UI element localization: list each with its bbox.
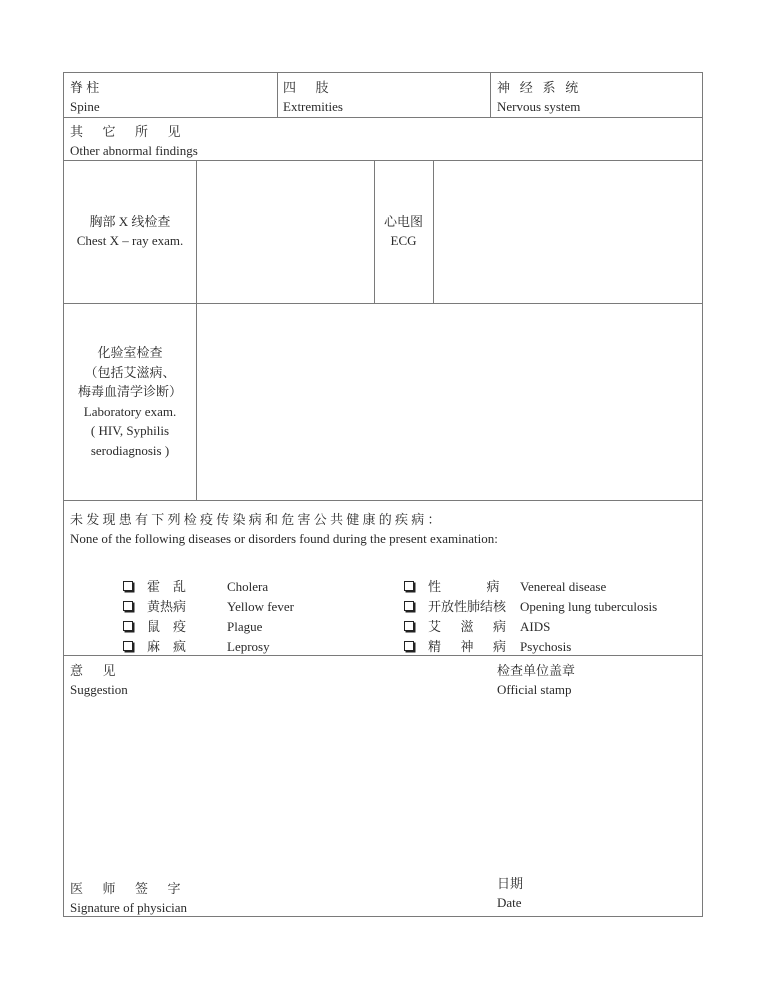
diseases-heading-zh: 未 发 现 患 有 下 列 检 疫 传 染 病 和 危 害 公 共 健 康 的 疾 病 ：	[70, 512, 441, 527]
extremities-field[interactable]	[283, 78, 343, 116]
signature-label-zh: 医 师 签 字	[70, 881, 181, 896]
stamp-label-zh: 检查单位盖章	[497, 663, 576, 678]
medical-exam-form	[63, 72, 703, 917]
suggestion-label-zh: 意 见	[70, 663, 116, 678]
chest-xray-result-field[interactable]	[197, 161, 374, 303]
chest-xray-label-en: Chest X – ray exam.	[76, 233, 184, 248]
stamp-label-en: Official stamp	[497, 682, 572, 697]
disease-item-aids[interactable]: 艾 滋 病 AIDS	[391, 597, 550, 657]
lab-line: Laboratory exam.	[83, 403, 177, 419]
extremities-label-zh: 四 肢	[283, 80, 329, 95]
checkbox[interactable]	[404, 641, 414, 651]
lab-line: （包括艾滋病、	[84, 364, 176, 380]
ecg-label	[374, 212, 433, 250]
lab-exam-result-field[interactable]	[197, 304, 702, 500]
lab-line: ( HIV, Syphilis	[90, 423, 170, 439]
date-label-en: Date	[497, 895, 522, 910]
suggestion-field[interactable]	[70, 661, 128, 699]
col-divider	[490, 73, 491, 117]
disease-item-psychosis[interactable]: 精 神 病 Psychosis	[391, 617, 571, 677]
spine-label-en: Spine	[70, 99, 100, 114]
spine-field[interactable]	[70, 78, 100, 116]
diseases-heading-en: None of the following diseases or disorders found during the present examination:	[70, 531, 498, 546]
signature-label-en: Signature of physician	[70, 900, 187, 915]
chest-xray-label	[64, 212, 196, 250]
row-divider	[64, 117, 702, 118]
col-divider	[277, 73, 278, 117]
disease-item-tuberculosis[interactable]: 开放性肺结核 Opening lung tuberculosis	[391, 577, 657, 637]
disease-item-plague[interactable]: 鼠 疫 Plague	[110, 597, 262, 657]
nervous-system-field[interactable]	[497, 78, 580, 116]
lab-exam-label	[64, 343, 196, 461]
physician-signature-field[interactable]	[70, 879, 187, 917]
date-field[interactable]	[497, 874, 523, 912]
suggestion-label-en: Suggestion	[70, 682, 128, 697]
nervous-label-zh: 神 经 系 统	[497, 80, 579, 95]
disease-item-cholera[interactable]: 霍 乱 Cholera	[110, 557, 268, 617]
other-findings-field[interactable]	[70, 122, 690, 160]
lab-line: 梅毒血清学诊断）	[77, 384, 182, 400]
chest-xray-label-zh: 胸部 X 线检查	[89, 214, 171, 229]
checkbox[interactable]	[123, 641, 133, 651]
diseases-heading	[70, 510, 700, 548]
spine-label-zh: 脊 柱	[70, 80, 100, 95]
date-label-zh: 日期	[497, 876, 524, 891]
other-findings-label-zh: 其 它 所 见	[70, 124, 181, 139]
disease-item-yellow-fever[interactable]: 黄热病 Yellow fever	[110, 577, 294, 637]
lab-line: 化验室检查	[97, 345, 163, 360]
row-divider	[64, 500, 702, 501]
lab-line: serodiagnosis )	[90, 442, 170, 458]
official-stamp-field[interactable]	[497, 661, 575, 699]
other-findings-label-en: Other abnormal findings	[70, 143, 198, 158]
extremities-label-en: Extremities	[283, 99, 343, 114]
ecg-result-field[interactable]	[434, 161, 702, 303]
disease-item-leprosy[interactable]: 麻 疯 Leprosy	[110, 617, 270, 677]
ecg-label-zh: 心电图	[383, 214, 423, 229]
disease-item-venereal[interactable]: 性 病 Venereal disease	[391, 557, 606, 617]
nervous-label-en: Nervous system	[497, 99, 581, 114]
ecg-label-en: ECG	[390, 233, 417, 248]
